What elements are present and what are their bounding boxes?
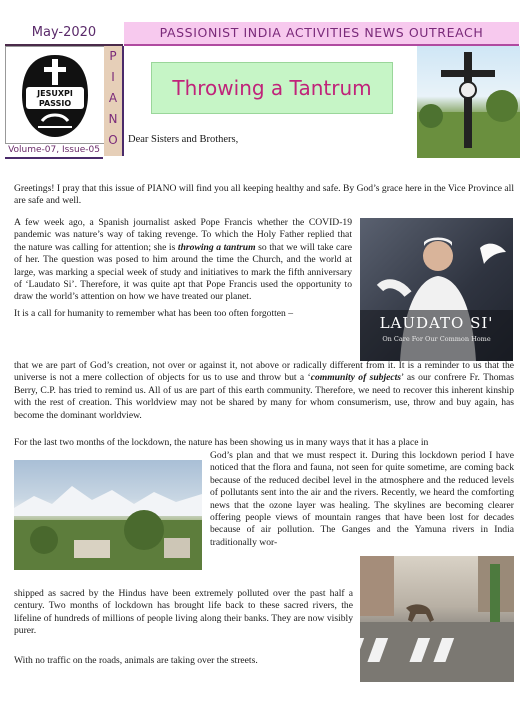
pope-francis-photo	[360, 218, 513, 361]
text-run: ’ as our confrere Fr. Thomas Berry, C.P. has tried to remind us. All of us are part of this earth community. Therefore, we need to recover this inherent kinship with the rest of creation. This worldview may not be shared by many for whom consumerism, use, throw and buy again, has become the dominant worldview.	[14, 372, 515, 421]
emphasis-throwing-tantrum: throwing a tantrum	[177, 241, 256, 253]
logo-text-2: PASSIO	[38, 99, 72, 108]
laudato-si-caption: LAUDATO SI'	[379, 314, 494, 332]
paragraph-rivers: shipped as sacred by the Hindus have been extremely polluted over the past half a century. Two months of lockdown has brought life back to these sacred rivers, the lifeline of hundreds of millions of people living along their banks. They are now visibly purer.	[14, 588, 353, 637]
piano-letter: P	[109, 49, 117, 63]
cross-photo	[417, 46, 520, 158]
text-run: that we are part of God’s creation, not over or against it, not above or radically different from it. It is a reminder to us that the universe is not a mere collection of objects for us to use and throw but a ‘	[14, 360, 514, 384]
article-title: Throwing a Tantrum	[151, 62, 393, 114]
cross-icon	[417, 46, 520, 158]
street-scene-icon	[360, 556, 514, 682]
mountain-range-photo	[14, 460, 202, 570]
text-run: A few week ago, a Spanish journalist asked Pope Francis whether the COVID-19 pandemic was nature’s way of taking revenge. To which the Holy Father replied that the nature was calling for attention; she is	[14, 217, 352, 253]
piano-letter: A	[108, 91, 118, 105]
newsletter-banner: PASSIONIST INDIA ACTIVITIES NEWS OUTREACH	[124, 22, 519, 46]
passionist-emblem-icon	[6, 47, 104, 143]
logo-text-1: JESUXPI	[37, 89, 73, 98]
paragraph-animals: With no traffic on the roads, animals are taking over the streets.	[14, 655, 258, 666]
empty-street-photo	[360, 556, 514, 682]
piano-letter: N	[108, 112, 118, 126]
piano-letter: O	[108, 133, 118, 147]
paragraph-call-start: It is a call for humanity to remember what has been too often forgotten –	[14, 307, 294, 319]
laudato-si-subcaption: On Care For Our Common Home	[382, 335, 491, 343]
salutation: Dear Sisters and Brothers,	[128, 134, 239, 145]
paragraph-lockdown-nature: God’s plan and that we must respect it. During this lockdown period I have noticed that the flora and fauna, not seen for quite sometime, are coming back because of the reduced decibel level in the atmosphere and the reduced levels of pollutants sent into the air and the rivers. Recently, we heard the comforting news that the ozone layer was healing. The skylines are becoming clearer offering people views of mountain ranges that have been lost for decades because of air pollution. The Ganges and the Yamuna rivers in India traditionally wor-	[210, 450, 514, 548]
text-run: so that we will take care of her. The question was posed to him around the time the Church, and the world at large, was marking a special week of study and initiatives to mark the fifth anniversary of ‘Laudato Si’. Therefore, it was quite apt that Pope Francis used the opportunity to draw the world’s attention on how we have treated our planet.	[14, 241, 352, 303]
paragraph-creation	[14, 360, 514, 422]
issue-date: May-2020	[5, 22, 123, 46]
piano-vertical-title	[104, 46, 124, 156]
paragraph-pope	[14, 217, 352, 304]
emphasis-community-of-subjects: community of subjects	[310, 372, 402, 384]
piano-letter: I	[111, 70, 115, 84]
volume-issue: Volume-07, Issue-05	[5, 143, 103, 159]
passionist-logo	[5, 46, 105, 144]
paragraph-lockdown-start: For the last two months of the lockdown, the nature has been showing us in many ways that it has a place in	[14, 437, 429, 448]
mountain-icon	[14, 460, 202, 570]
paragraph-greeting: Greetings! I pray that this issue of PIANO will find you all keeping healthy and safe. By God’s grace here in the Vice Province all are safe and well.	[14, 183, 514, 207]
